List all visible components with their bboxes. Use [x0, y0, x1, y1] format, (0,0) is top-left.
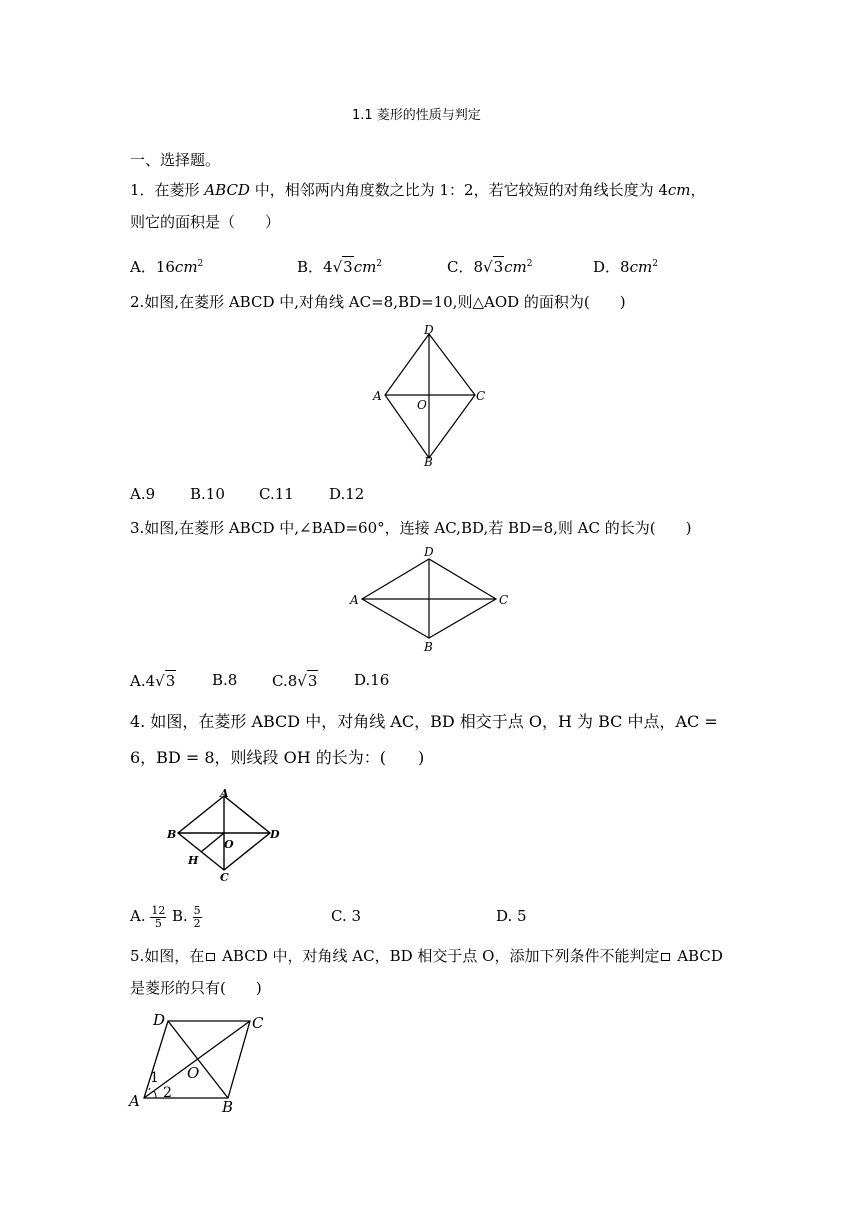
q1-option-d-text: D．8 — [593, 258, 630, 276]
q3-option-c-text: C.8 — [272, 672, 298, 690]
q1-option-c[interactable] — [447, 254, 533, 277]
q1-line1-b: 中，相邻两内角度数之比为 1：2，若它较短的对角线长度为 4 — [249, 181, 668, 199]
q4-option-b-text: B. — [172, 907, 188, 925]
q1-option-b-sup: 2 — [376, 259, 383, 269]
q1-option-a-sup: 2 — [197, 259, 204, 269]
q2-option-b[interactable]: B.10 — [190, 485, 225, 503]
q2-label-o: O — [417, 398, 427, 412]
q1-option-d[interactable] — [593, 254, 658, 277]
q2-rhombus-figure — [370, 322, 490, 468]
q1-option-c-root: 3 — [493, 258, 504, 276]
q4-label-c: C — [220, 871, 229, 884]
q4-label-h: H — [188, 854, 199, 867]
q4-option-a-text: A. — [130, 907, 146, 925]
q1-option-c-text: C．8 — [447, 258, 484, 276]
q1-option-b-sqrt: √3 — [332, 258, 353, 276]
q3-rhombus-figure — [346, 544, 516, 656]
q5-label-b: B — [222, 1098, 234, 1116]
q4-option-a-fraction — [150, 905, 166, 930]
q2-option-a[interactable]: A.9 — [130, 485, 156, 503]
q4-line2: 6，BD = 8，则线段 OH 的长为：( ) — [130, 748, 425, 767]
q3-option-a-text: A.4 — [130, 672, 156, 690]
q3-option-b[interactable]: B.8 — [212, 671, 238, 689]
q1-line1-a: 1．在菱形 — [130, 181, 205, 199]
q2-text: 2.如图,在菱形 ABCD 中,对角线 AC=8,BD=10,则△AOD 的面积为( ) — [130, 293, 626, 311]
q3-option-a-sqrt: √3 — [155, 672, 176, 690]
q5-label-c: C — [252, 1014, 264, 1032]
q4-label-o: O — [224, 838, 234, 851]
q5-line2: 是菱形的只有( ) — [130, 979, 262, 997]
q3-label-a: A — [350, 593, 359, 607]
q1-option-d-unit: cm — [629, 258, 653, 276]
q3-option-a-root: 3 — [165, 672, 176, 690]
q1-option-a[interactable] — [130, 254, 203, 277]
q4-label-a: A — [220, 787, 229, 800]
q3-label-d: D — [424, 545, 434, 559]
q3-option-c-root: 3 — [307, 672, 318, 690]
parallelogram-icon — [661, 953, 670, 961]
q3-label-c: C — [499, 593, 509, 607]
q4-label-d: D — [270, 828, 280, 841]
q1-option-b-unit: cm — [353, 258, 377, 276]
q1-option-b[interactable] — [297, 254, 382, 277]
q4-option-d[interactable]: D. 5 — [496, 907, 527, 925]
q2-label-b: B — [424, 455, 433, 469]
page-title: 1.1 菱形的性质与判定 — [352, 108, 481, 123]
q1-option-b-root: 3 — [343, 258, 353, 276]
q5-line1-a: 5.如图，在 — [130, 947, 205, 965]
q5-label-1: 1 — [150, 1070, 159, 1086]
q1-option-d-sup: 2 — [652, 259, 658, 269]
q3-option-c-sqrt: √3 — [297, 672, 318, 690]
q5-line1 — [130, 946, 723, 966]
section-heading: 一、选择题。 — [130, 151, 221, 169]
q2-label-a: A — [373, 389, 382, 403]
q5-label-2: 2 — [163, 1085, 172, 1101]
q4-option-a-den: 5 — [154, 916, 162, 930]
q2-label-c: C — [476, 389, 486, 403]
q1-option-b-text: B．4 — [297, 258, 333, 276]
parallelogram-icon — [206, 953, 215, 961]
q4-option-a-num: 12 — [151, 903, 166, 917]
q4-option-c[interactable]: C. 3 — [331, 907, 362, 925]
q1-option-a-unit: cm — [174, 258, 198, 276]
q4-option-b[interactable] — [172, 902, 202, 930]
q1-line1-c: ， — [690, 181, 706, 199]
q1-line1-unit: cm — [667, 181, 691, 199]
q3-label-b: B — [424, 640, 433, 654]
q1-option-c-sup: 2 — [526, 259, 533, 269]
q4-line1: 4. 如图，在菱形 ABCD 中，对角线 AC，BD 相交于点 O，H 为 BC 中点，AC = — [130, 712, 718, 731]
q3-option-a[interactable] — [130, 670, 176, 691]
q4-option-a[interactable] — [130, 902, 166, 930]
q3-option-d[interactable]: D.16 — [354, 671, 390, 689]
q1-line1-it: ABCD — [204, 181, 250, 199]
q5-line1-c: ABCD — [672, 947, 723, 965]
q5-parallelogram-figure — [126, 1010, 286, 1116]
q5-line1-b: ABCD 中，对角线 AC，BD 相交于点 O，添加下列条件不能判定 — [217, 947, 660, 965]
q1-option-c-unit: cm — [504, 258, 527, 276]
q3-option-c[interactable] — [272, 670, 318, 691]
q4-option-b-num: 5 — [193, 903, 201, 917]
q1-line1 — [130, 180, 706, 200]
q5-label-o: O — [187, 1064, 200, 1082]
q2-label-d: D — [424, 323, 434, 337]
q4-option-b-fraction — [193, 905, 202, 930]
q1-option-c-sqrt: √3 — [483, 258, 504, 276]
q5-label-d: D — [153, 1011, 166, 1029]
q2-option-c[interactable]: C.11 — [259, 485, 294, 503]
q3-text: 3.如图,在菱形 ABCD 中,∠BAD=60°，连接 AC,BD,若 BD=8,则 AC 的长为( ) — [130, 519, 692, 537]
q5-label-a: A — [129, 1092, 140, 1110]
q1-option-a-text: A．16 — [130, 258, 175, 276]
q1-line2: 则它的面积是（ ） — [130, 213, 281, 231]
q4-rhombus-figure — [160, 786, 290, 886]
q2-option-d[interactable]: D.12 — [329, 485, 365, 503]
q4-option-b-den: 2 — [193, 916, 201, 930]
q4-label-b: B — [167, 828, 177, 841]
